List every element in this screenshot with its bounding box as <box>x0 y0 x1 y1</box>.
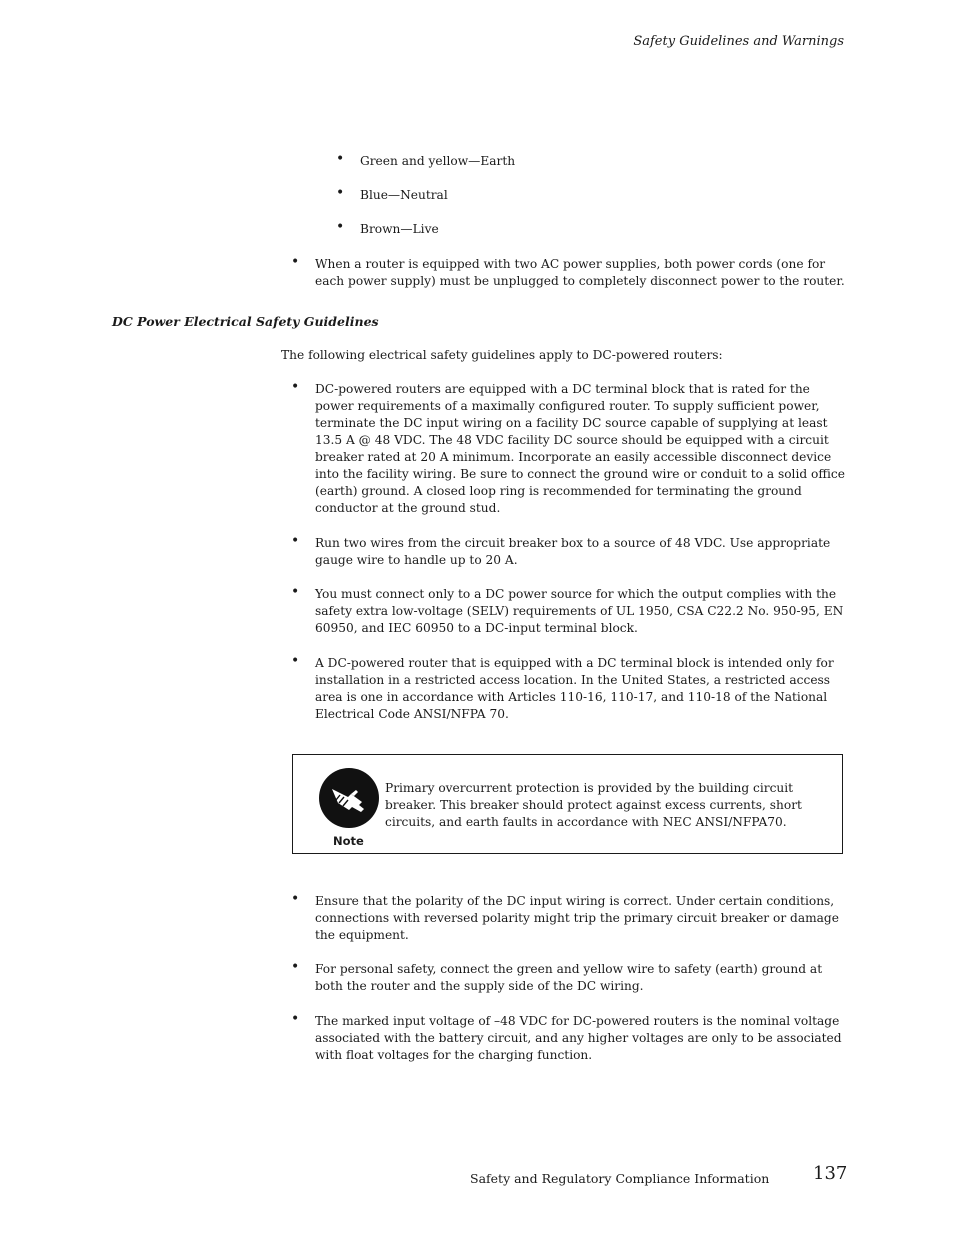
bullet-icon: • <box>336 151 345 167</box>
footer-title: Safety and Regulatory Compliance Information <box>470 1171 770 1186</box>
list-item: • Blue—Neutral <box>336 185 448 202</box>
note-label: Note <box>333 834 364 848</box>
bullet-icon: • <box>291 533 300 549</box>
bullet-icon: • <box>291 254 300 270</box>
section-intro: The following electrical safety guidelines apply to DC-powered routers: <box>281 348 723 362</box>
running-header: Safety Guidelines and Warnings <box>633 34 844 49</box>
list-item: • When a router is equipped with two AC power supplies, both power cords (one for each power supply) must be unplugged to completely disconnect power to the router. <box>291 254 845 288</box>
list-item: • The marked input voltage of –48 VDC for DC-powered routers is the nominal voltage associated with the battery circuit, and any higher voltages are only to be associated with float voltages for the charging function. <box>291 1011 842 1062</box>
ac-power-list <box>291 254 847 290</box>
note-text: Primary overcurrent protection is provided by the building circuit breaker. This breaker should protect against excess currents, short circuits, and earth faults in accordance with NEC ANSI/NFPA70. <box>385 781 802 829</box>
bullet-icon: • <box>336 185 345 201</box>
list-item: • Brown—Live <box>336 219 439 236</box>
page-number: 137 <box>813 1163 848 1184</box>
note-callout <box>292 754 843 854</box>
bullet-icon: • <box>291 959 300 975</box>
wire-color-list <box>336 151 840 238</box>
dc-guidelines-list-continued <box>291 891 847 1064</box>
list-item: • DC-powered routers are equipped with a DC terminal block that is rated for the power requirements of a maximally configured router. To supply sufficient power, terminate the DC input wiring on a facility DC source capable of supplying at least 13.5 A @ 48 VDC. The 48 VDC facility DC source should be equipped with a circuit breaker rated at 20 A minimum. Incorporate an easily accessible disconnect device into the facility wiring. Be sure to connect the ground wire or conduit to a solid office (earth) ground. A closed loop ring is recommended for terminating the ground conductor at the ground stud. <box>291 379 845 515</box>
bullet-icon: • <box>291 584 300 600</box>
bullet-icon: • <box>336 219 345 235</box>
bullet-icon: • <box>291 1011 300 1027</box>
dc-guidelines-list <box>291 379 847 723</box>
list-item: • Ensure that the polarity of the DC input wiring is correct. Under certain conditions, connections with reversed polarity might trip the primary circuit breaker or damage the equipment. <box>291 891 839 942</box>
bullet-icon: • <box>291 379 300 395</box>
list-item: • For personal safety, connect the green and yellow wire to safety (earth) ground at both the router and the supply side of the DC wiring. <box>291 959 823 993</box>
bullet-icon: • <box>291 653 300 669</box>
bullet-icon: • <box>291 891 300 907</box>
note-hand-icon <box>318 767 380 829</box>
section-heading: DC Power Electrical Safety Guidelines <box>112 314 379 329</box>
list-item: • Run two wires from the circuit breaker box to a source of 48 VDC. Use appropriate gauge wire to handle up to 20 A. <box>291 533 831 567</box>
list-item: • Green and yellow—Earth <box>336 151 516 168</box>
list-item: • You must connect only to a DC power source for which the output complies with the safety extra low-voltage (SELV) requirements of UL 1950, CSA C22.2 No. 950-95, EN 60950, and IEC 60950 to a DC-input terminal block. <box>291 584 844 635</box>
list-item: • A DC-powered router that is equipped with a DC terminal block is intended only for installation in a restricted access location. In the United States, a restricted access area is one in accordance with Articles 110-16, 110-17, and 110-18 of the National Electrical Code ANSI/NFPA 70. <box>291 653 834 721</box>
